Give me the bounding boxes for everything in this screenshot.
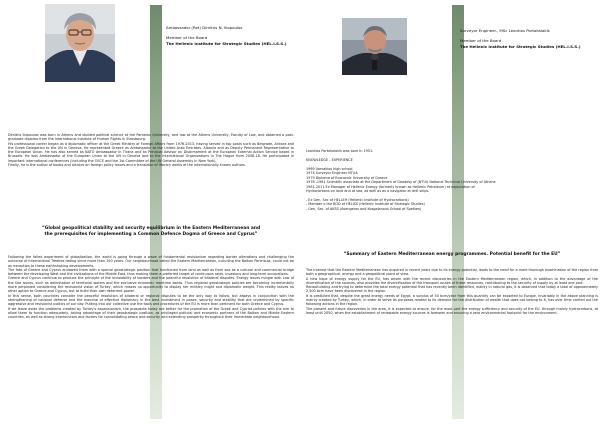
- bio-paragraph: Finally, he is the author of books and articles on foreign policy issues and a translator of literary works of the internationally known authors.: [8, 163, 246, 168]
- knowledge-item: 1981-2011 Ex Manager of Hellenic Energy (formerly known as Hellenic Petroleum) at exploration of: [306, 184, 475, 189]
- speaker-name: Ambassador (Ret) Dimitris N. Iliopoulos: [166, 25, 243, 30]
- right-decorative-band: [452, 5, 464, 419]
- abstract-paragraph: Greece and Cyprus continue to produce the principle of the inviolability of borders and the peaceful resolution of bilateral disputes. Energy issues mingle with Law of the Sea issues, such as delimitation of territorial waters and the exclusive economic maritime zones. Thus regional geostrategic policies are becoming incrementally more perplexed considering the revisionist vision of Turkey, which misses no opportunity to display her military might and diplomatic weight. This reality leaves no other option to Greece and Cyprus, but to build their own deterrent power.: [8, 276, 294, 294]
- right-talk-title: [306, 252, 598, 258]
- role-item: - Ex Gen. Sec of HELLEH (Hellenic Institute of Hydrocarbons): [306, 197, 409, 202]
- left-talk-title: [8, 226, 294, 238]
- abstract-paragraph: It is predicted that, despite the great energy needs of Egypt, a surplus of 50 bcm/year from this quantity can be exported to Europe, Invariably in the above planning is mainly created by Turkey, which, in order to serve its purposes related to its demand for the distribution of wealth that does not belong to it, has over time carried out the following actions in the region.: [306, 293, 598, 307]
- knowledge-item: 1969 Varvakios high school: [306, 166, 353, 171]
- right-biography: [306, 149, 598, 211]
- talk-title-line: “Summary of Eastern Mediterranean energy programmes. Potential benefit for the EU”: [343, 252, 561, 257]
- abstract-paragraph: Recapitulating and trying to determine the total energy potential that has recently been identified, mainly in natural gas, it is observed that today a total of approximately 2,500 bcm have been discovered in the region.: [306, 285, 598, 294]
- knowledge-item: 1974 Surveyor Engineer NTUA: [306, 171, 358, 176]
- portokalakis-portrait: [342, 18, 407, 75]
- speaker-name: Surveyor Engineer., MSc Leontios Portokalakis: [460, 28, 550, 33]
- left-speaker-header: [166, 25, 296, 46]
- bio-paragraph: His professional career began as a diplomatic officer at the Greek Ministry of Foreign Affairs from 1976-2013, having served in top posts such as Belgrade, Ankara and the Greek Delegation to the UN in Geneva. He represented Greece as Ambassador to the United Arab Emirates, Albania and as Deputy Permanent Representative to the European Union. He has also served as NATO Ambassador in Tirana and as Principal Advisor on Disarmament at the European External Action Service based in Brussels. He was Ambassador of the European Union to the UN in Geneva and to the International Organizations in The Hague from 2008-18. He participated in important international conferences (including the OSCE and the 1st Committee of the UN General Assembly in New York).: [8, 141, 294, 163]
- role-item: - Member o the BOD of HELISS (Hellenic Institute of Strategic Studies): [306, 202, 425, 207]
- speaker-organization: The Hellenic Institute for Strategic Studies (HEL.I.S.S.): [460, 43, 581, 49]
- iliopoulos-portrait: [45, 4, 115, 82]
- abstract-paragraph: In this sense, both countries consider the peaceful resolution of bilateral or regional disputes to be the only way to follow, but always in conjunction with the strengthening of national defense and the exercise of effective diplomacy in the best investment in peace, security and stability that are undermined by specific aggressive and revisionist politics of our day. Putting into our collective use the tools and procedures of the EU is more than pertinent for both Greece and Cyprus.: [8, 293, 294, 307]
- abstract-paragraph: If we leave aside the problems created by Turkey's expansionism, the prospects today are better for the promotion of the Greek and Cypriot policies with the aim to allow them to function adequately, taking advantage of their geostrategic position, as privileged political and economic partners of the Balkan and Middle Eastern countries, as well as strong interlocutors and factors for consolidating peace and security and extending prosperity throughout their immediate neighbourhood.: [8, 306, 294, 320]
- speaker-role: Member of the Board: [166, 35, 208, 41]
- talk-title-line: the prerequisites for implementing a Common Defence Dogma of Greece and Cyprus”: [44, 232, 258, 238]
- abstract-paragraph: Following the failed experiment of globalization, the world is going through a wave of fundamental revisionism regarding border alterations and challenging the outcome of international Treaties dating since more than 100 years. Our neighbourhood called the Eastern Mediterranean, including the Balkan Peninsula, could not be an exception to these earthshaking developments.: [8, 255, 294, 268]
- right-abstract: [306, 268, 598, 315]
- abstract-paragraph: The interest that the Eastern Mediterranean has acquired in recent years due to its energy potential, leads to the need for a more thorough examination of the region from both a geographical, energy and a geopolitical point of view.: [306, 268, 598, 277]
- knowledge-item: Hydrocarbons on land and at sea, as well as as a navigator at drill ships.: [306, 188, 430, 193]
- left-biography: [8, 133, 294, 167]
- abstract-paragraph: The fate of Greece and Cyprus endowed them with a special geostrategic position that functioned from land as well as from sea as a cultural and commercial bridge between the developing West and the civilizations of the Middle East, thus making them a preferred target of continuous raids, invasions and long-term occupations.: [8, 267, 294, 277]
- knowledge-heading: KNOWLEDGE - EXPERIENCE: [306, 157, 353, 162]
- speaker-organization: The Hellenic Institute for Strategic Studies (HEL.I.S.S.): [166, 40, 287, 46]
- left-abstract: [8, 255, 294, 319]
- bio-intro: Leontios Portokalakis was born in 1951.: [306, 149, 374, 153]
- bio-paragraph: Dimitris Iliopoulos was born in Athens and studied political science at the Panteion University, and law at the Athens University, Faculty of Law, and obtained a post-graduate diploma from the International Institute of Human Rights in Strasbourg.: [8, 133, 294, 142]
- right-column: [300, 0, 600, 424]
- knowledge-item: 1978 -1981 Scientific associate at the Department of Geodesy of (NTUI) National Technical University of Athens: [306, 180, 496, 185]
- left-decorative-band: [150, 5, 162, 419]
- abstract-paragraph: The present and future discoveries in the area, it is expected to ensure, for the most part the energy sufficiency and security of the EU, through mainly hydrocarbons, at least until 2050, when the establishment of renewable energy sources is foreseen and ensuring a zero environmental footprint for the environment.: [306, 306, 598, 315]
- abstract-paragraph: A new hope of energy supply for the EU, has arisen with the recent discoveries in the Eastern Mediterranean region, which, in addition to the advantage of the diversification of the sources, also provides the diversification of the transport routes of these resources, contributing to the security of supply by at least one part.: [306, 276, 598, 285]
- knowledge-item: 1979 Diploma of Economic University of Greece: [306, 175, 388, 180]
- right-speaker-header: [460, 28, 596, 49]
- talk-title-line: “Global geopolitical stability and security equilibrium in the Eastern Mediterranean and: [41, 226, 261, 231]
- speaker-role: Member of the Board: [460, 38, 502, 44]
- role-item: - Gen, Sec. of AKSS (Avengeros and Kosgalanous School of Spetses): [306, 206, 422, 211]
